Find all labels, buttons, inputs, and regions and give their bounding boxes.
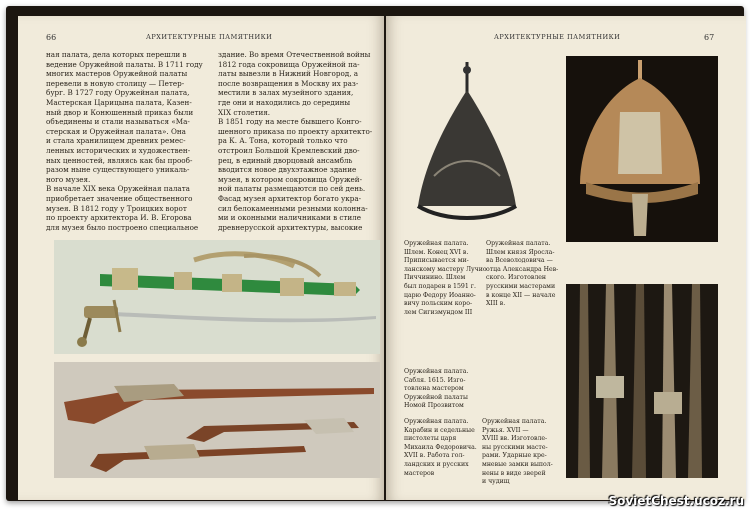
right-page-number: 67 <box>704 33 715 42</box>
helmet-piccinino-photo <box>404 56 530 228</box>
left-page <box>18 16 384 500</box>
left-page-number: 66 <box>46 33 57 42</box>
caption-carbines: Оружейная палата. Карабин и седельные пистолеты царя Михаила Федоровича. XVII в. Работа гол- ландских и русских мастеров <box>404 418 477 477</box>
left-text-column-2: здание. Во время Отечественной войны 1812 года сокровища Оружейной па- латы вывезли в Нижний Новгород, а после возвращения в Москву их раз- местили в залах музейного здания, где они и находились до середины XIX столетия. В 1851 году на месте бывшего Конго- шенного приказа по проекту архитекто- ра К. А. Тона, который только что отстроил Большой Кремлевский дво- рец, в единый дворцовый ансамбль вводится новое двухэтажное здание музея, в котором сокровища Оружей- ной палаты размещаются по сей день. Фасад музея архитектор богато укра- сил белокаменными резными колонна- ми и оконными наличниками в стиле древнерусской архитектуры, высокие <box>218 50 373 232</box>
right-running-head: АРХИТЕКТУРНЫЕ ПАМЯТНИКИ <box>494 33 621 41</box>
right-page <box>386 16 746 500</box>
caption-helmet-piccinino: Оружейная палата. Шлем. Конец XVI в. Приписывается ми- ланскому мастеру Лучио Пиччинино. Шлем был подарен в 1591 г. царю Федору Иоанно- вичу польским коро- лем Сигизмундом III <box>404 240 487 316</box>
saber-photo <box>54 240 380 354</box>
open-book <box>6 6 744 501</box>
caption-saber: Оружейная палата. Сабля. 1615. Изго- товлена мастером Оружейной палаты Номой Прозвитом <box>404 368 469 410</box>
caption-helmet-yaroslav: Оружейная палата. Шлем князя Яросла- ва Всеволодовича — отца Александра Нев- ского. Изготовлен русскими мастерами в конце XII — начале XIII в. <box>486 240 559 308</box>
watermark: SovietChest.ucoz.ru <box>608 494 744 508</box>
carbines-photo <box>54 362 380 478</box>
helmet-yaroslav-photo <box>566 56 718 242</box>
left-running-head: АРХИТЕКТУРНЫЕ ПАМЯТНИКИ <box>146 33 273 41</box>
left-text-column-1: ная палата, дела которых перешли в ведение Оружейной палаты. В 1711 году многих мастеров Оружейной палаты перевели в новую столицу — Петер- бург. В 1727 году Оружейная палата, Мастерская Царицына палата, Казен- ный двор и Конюшенный приказ были объединены и стали называться «Ма- стерская и Оружейная палата». Она и стала хранилищем древних ремес- ленных исторических и художествен- ных ценностей, являясь как бы прооб- разом ныне существующего уникаль- ного музея. В начале XIX века Оружейная палата приобретает значение общественного музея. В 1812 году у Троицких ворот по проекту архитектора И. В. Егорова для музея было построено специальное <box>46 50 203 232</box>
caption-guns: Оружейная палата. Ружья. XVII — XVIII вв. Изготовле- ны русскими масте- рами. Ударные кре- мневые замки выпол- нены в виде зверей и чудищ <box>482 418 553 486</box>
guns-photo <box>566 284 718 478</box>
